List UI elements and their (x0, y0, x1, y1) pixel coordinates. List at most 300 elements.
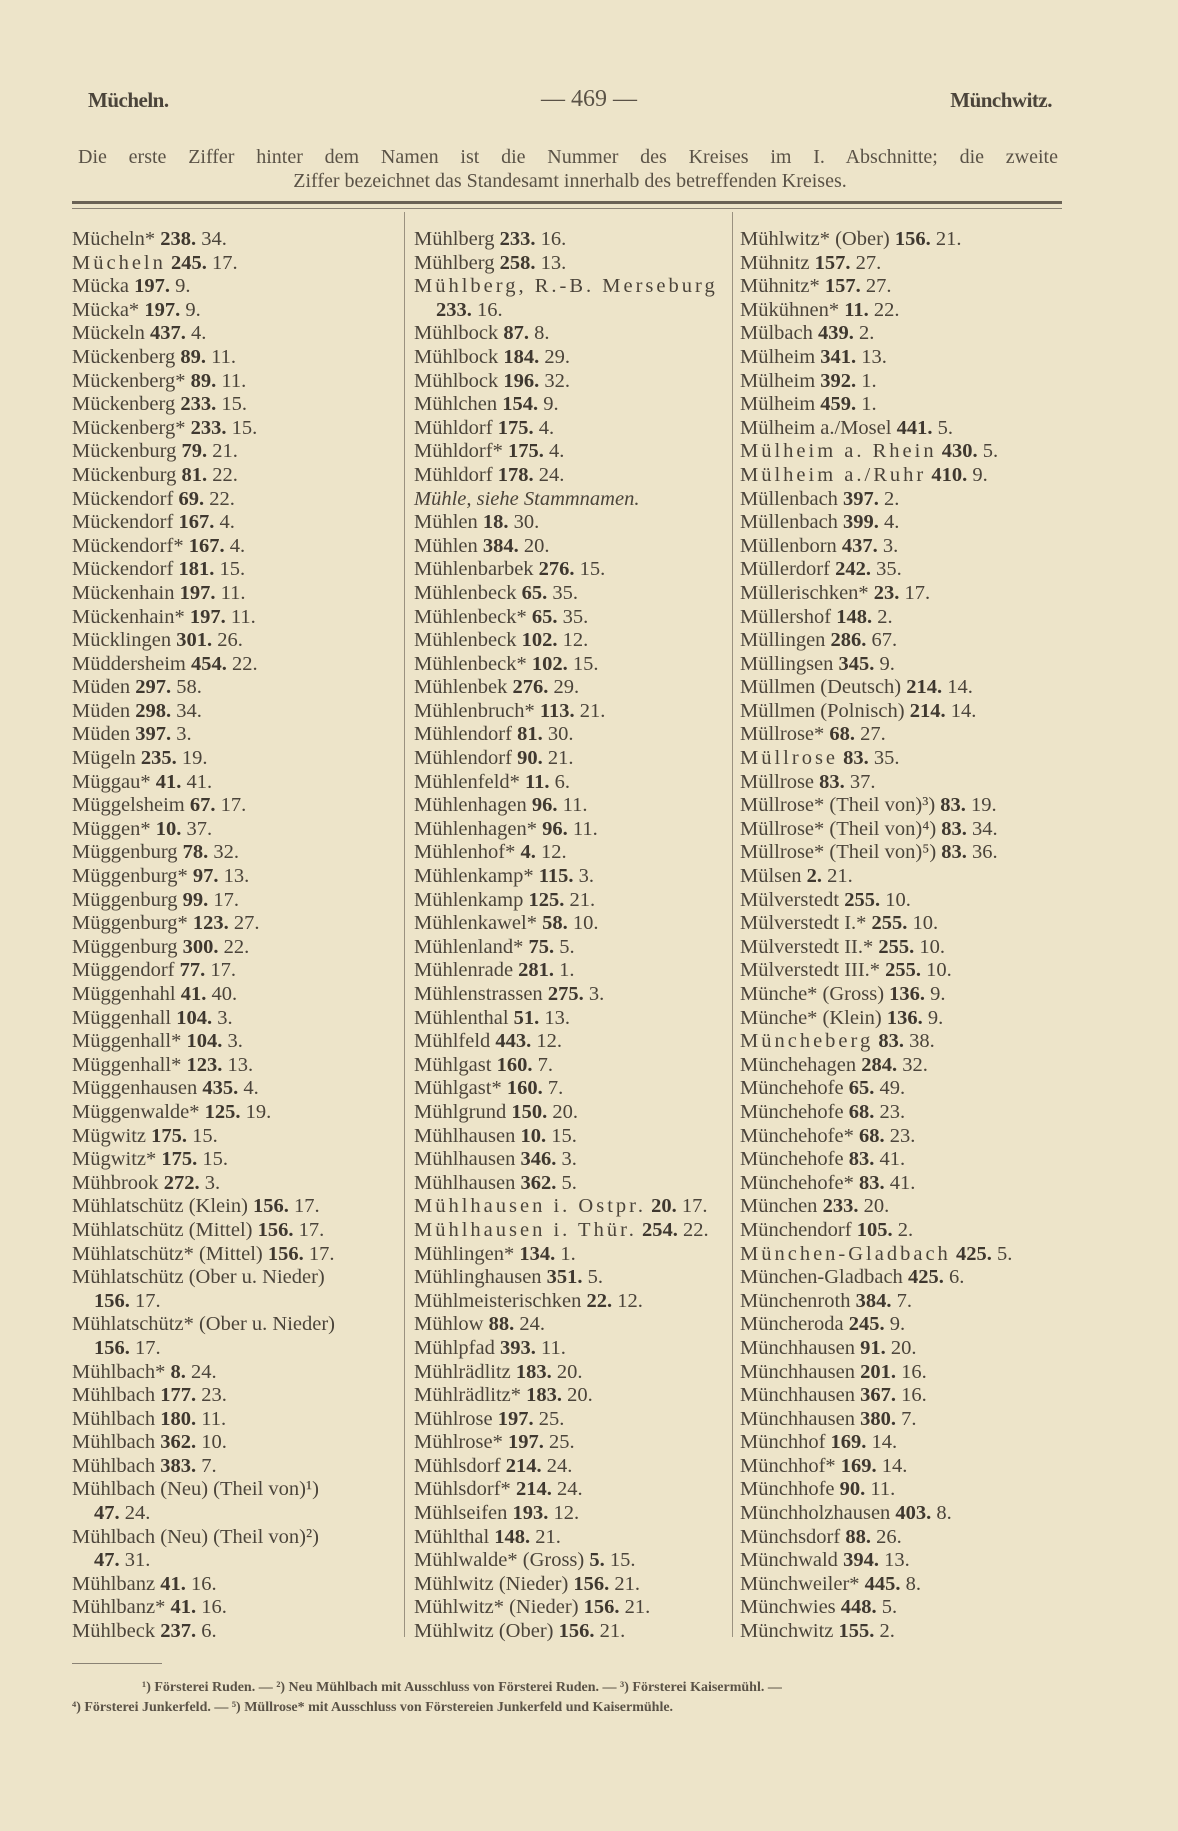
index-entry (72, 983, 392, 1007)
index-entry (414, 1361, 724, 1385)
district-number: 148. (494, 1525, 531, 1548)
index-entry (72, 676, 392, 700)
district-number: 167. (188, 534, 225, 557)
district-number: 346. (520, 1148, 557, 1171)
district-number: 97. (192, 865, 219, 888)
place-name: Münchehagen (740, 1053, 857, 1076)
index-entry (740, 841, 1070, 865)
place-name: Münchhausen (740, 1384, 856, 1407)
place-name: Mühlwitz (Ober) (414, 1620, 554, 1643)
place-name: Müddersheim (72, 652, 186, 675)
place-name: Mühnitz* (740, 275, 820, 298)
index-entry (72, 464, 392, 488)
registry-number: 21. (579, 699, 606, 722)
district-number: 301. (176, 629, 213, 652)
district-number: 410. (931, 463, 968, 486)
district-number: 383. (160, 1454, 197, 1477)
district-number: 183. (526, 1384, 563, 1407)
registry-number: 3. (578, 865, 594, 888)
registry-number: 17. (308, 1242, 335, 1265)
place-name: Münche* (Klein) (740, 1006, 882, 1029)
place-name: Mülheim (740, 393, 816, 416)
district-number: 102. (521, 629, 558, 652)
registry-number: 20. (556, 1360, 583, 1383)
registry-number: 13. (540, 251, 567, 274)
place-name: Mülheim a./Ruhr (740, 463, 927, 486)
district-number: 214. (505, 1454, 542, 1477)
place-name: Mühlbeck (72, 1620, 156, 1643)
intro-line-1: Die erste Ziffer hinter dem Namen ist die Nummer des Kreises im I. Abschnitte; die zweite (78, 146, 1058, 168)
district-number: 136. (886, 1006, 923, 1029)
place-name: Müggau* (72, 770, 151, 793)
place-name: Mühlbanz* (72, 1596, 166, 1619)
index-entry (72, 275, 392, 299)
registry-number: 12. (617, 1289, 643, 1312)
registry-number: 41. (879, 1148, 906, 1171)
district-number: 81. (517, 723, 543, 746)
district-number: 83. (843, 747, 869, 770)
place-name: Mühlhausen (414, 1124, 516, 1147)
place-name: Mühlendorf (414, 723, 512, 746)
registry-number: 1. (560, 1242, 576, 1265)
registry-number: 9. (879, 652, 895, 675)
registry-number: 17. (210, 959, 236, 982)
index-entry (72, 959, 392, 983)
index-entry (414, 275, 724, 322)
registry-number: 13. (223, 865, 250, 888)
index-entry (414, 346, 724, 370)
registry-number: 5. (982, 440, 999, 463)
place-name: Münchehofe (740, 1148, 844, 1171)
registry-number: 16. (901, 1360, 927, 1383)
registry-number: 7. (547, 1077, 564, 1100)
registry-number: 11. (572, 817, 598, 840)
place-name: Mühlgast* (414, 1077, 502, 1100)
registry-number: 16. (901, 1384, 927, 1407)
index-entry (740, 1549, 1070, 1573)
registry-number: 17. (298, 1218, 325, 1241)
registry-number: 11. (540, 1336, 566, 1359)
index-entry (72, 818, 392, 842)
index-entry (414, 700, 724, 724)
registry-number: 2. (859, 322, 875, 345)
place-name: Müggenburg* (72, 912, 188, 935)
place-name: Mühldorf* (414, 440, 503, 463)
district-number: 345. (838, 652, 875, 675)
index-entry (740, 1384, 1070, 1408)
district-number: 10. (155, 817, 182, 840)
place-name: Münchhausen (740, 1336, 856, 1359)
registry-number: 9. (927, 1006, 944, 1029)
index-entry (414, 1243, 724, 1267)
district-number: 392. (820, 369, 857, 392)
registry-number: 31. (124, 1549, 151, 1572)
registry-number: 4. (548, 440, 565, 463)
registry-number: 5. (881, 1596, 898, 1619)
place-name: Müggenhausen (72, 1077, 198, 1100)
registry-number: 21. (624, 1596, 651, 1619)
district-number: 156. (253, 1195, 289, 1218)
district-number: 75. (528, 935, 555, 958)
index-entry (740, 440, 1070, 464)
district-number: 214. (906, 676, 943, 699)
district-number: 156. (558, 1620, 595, 1643)
place-name: Mückenberg* (72, 369, 186, 392)
district-number: 180. (160, 1407, 197, 1430)
registry-number: 1. (559, 959, 575, 982)
district-number: 341. (820, 345, 857, 368)
place-name: Mühlbock (414, 322, 499, 345)
registry-number: 12. (553, 1502, 580, 1525)
footnote-rule (72, 1663, 162, 1664)
district-number: 67. (189, 794, 216, 817)
index-entry (72, 1125, 392, 1149)
place-name: Mühlenhagen (414, 794, 527, 817)
index-column-3 (740, 228, 1070, 1644)
district-number: 255. (885, 959, 922, 982)
district-number: 425. (955, 1242, 992, 1265)
registry-number: 19. (971, 794, 997, 817)
district-number: 214. (515, 1478, 552, 1501)
district-number: 157. (814, 251, 851, 274)
registry-number: 34. (201, 228, 227, 250)
place-name: Müllrose* (Theil von)³) (740, 794, 936, 817)
district-number: 65. (521, 581, 548, 604)
district-number: 104. (176, 1006, 213, 1029)
header-rule-thin (72, 208, 1062, 209)
index-entry (72, 488, 392, 512)
index-entry (414, 252, 724, 276)
index-entry (414, 582, 724, 606)
index-entry (740, 700, 1070, 724)
district-number: 99. (182, 888, 209, 911)
district-number: 214. (909, 699, 946, 722)
place-name: Mühlrose* (414, 1431, 503, 1454)
place-name: Müggenburg (72, 935, 178, 958)
registry-number: 32. (544, 369, 571, 392)
district-number: 175. (151, 1124, 188, 1147)
registry-number: 10. (572, 912, 599, 935)
district-number: 201. (860, 1360, 897, 1383)
district-number: 439. (818, 322, 854, 345)
index-entry (72, 865, 392, 889)
district-number: 88. (845, 1525, 871, 1548)
index-entry (414, 936, 724, 960)
place-name: Mückenburg (72, 440, 177, 463)
place-name: Müllenbach (740, 511, 838, 534)
registry-number: 21. (212, 440, 238, 463)
registry-number: 15. (192, 1124, 218, 1147)
place-name: Münchwald (740, 1549, 838, 1572)
index-entry (414, 322, 724, 346)
district-number: 276. (512, 676, 549, 699)
place-name: Mülheim a./Mosel (740, 416, 892, 439)
district-number: 83. (858, 1171, 885, 1194)
registry-number: 22. (683, 1218, 709, 1241)
place-name: Müggenburg* (72, 865, 188, 888)
place-name: Mühlenkawel* (414, 912, 537, 935)
place-name: Mühlendorf (414, 747, 512, 770)
registry-number: 21. (535, 1525, 561, 1548)
index-entry (740, 1148, 1070, 1172)
registry-number: 3. (588, 983, 605, 1005)
district-number: 397. (135, 723, 172, 746)
registry-number: 17. (135, 1336, 161, 1359)
district-number: 351. (546, 1266, 583, 1289)
index-entry (414, 1620, 724, 1644)
place-name: Münchholzhausen (740, 1502, 891, 1525)
registry-number: 24. (538, 463, 565, 486)
registry-number: 17. (212, 251, 238, 274)
index-entry (72, 417, 392, 441)
district-number: 441. (896, 416, 933, 439)
index-entry (72, 535, 392, 559)
district-number: 430. (941, 440, 978, 463)
place-name: Münche* (Gross) (740, 983, 885, 1005)
index-entry (740, 983, 1070, 1007)
district-number: 18. (482, 511, 509, 534)
district-number: 245. (848, 1313, 885, 1336)
index-entry (414, 1502, 724, 1526)
place-name: Mühlbach (72, 1454, 156, 1477)
registry-number: 6. (554, 770, 571, 793)
index-entry (740, 1030, 1070, 1054)
registry-number: 10. (919, 935, 945, 958)
place-name: Müden (72, 676, 131, 699)
district-number: 233. (499, 228, 536, 250)
district-number: 113. (539, 699, 575, 722)
district-number: 156. (583, 1596, 620, 1619)
place-name: Münchehofe* (740, 1124, 854, 1147)
index-entry (414, 606, 724, 630)
index-entry (740, 393, 1070, 417)
place-name: Mühlbach (72, 1407, 156, 1430)
district-number: 77. (179, 959, 206, 982)
index-entry (72, 393, 392, 417)
registry-number: 23. (201, 1384, 227, 1407)
place-name: Mühlpfad (414, 1336, 495, 1359)
place-name: Mülverstedt II.* (740, 935, 874, 958)
place-name: Mühlgrund (414, 1100, 507, 1123)
place-name: Müden (72, 723, 131, 746)
index-entry (72, 1526, 392, 1573)
place-name: Mühlen (414, 534, 478, 557)
place-name: Mühlatschütz (Klein) (72, 1195, 248, 1218)
place-name: Müllrose* (Theil von)⁵) (740, 841, 937, 864)
district-number: 83. (940, 794, 966, 817)
index-entry (72, 771, 392, 795)
place-name: Münchhofe (740, 1478, 835, 1501)
place-name: Münchsdorf (740, 1525, 841, 1548)
district-number: 425. (907, 1266, 944, 1289)
index-entry (740, 322, 1070, 346)
registry-number: 15. (572, 652, 599, 675)
registry-number: 22. (212, 463, 238, 486)
place-name: Mühlmeisterischken (414, 1289, 582, 1312)
place-name: Mückendorf (72, 558, 174, 581)
registry-number: 16. (477, 298, 503, 321)
district-number: 437. (841, 534, 878, 557)
place-name: Mühlenland* (414, 935, 524, 958)
district-number: 41. (160, 1572, 186, 1595)
registry-number: 24. (556, 1478, 583, 1501)
place-name: Mühlingen* (414, 1242, 515, 1265)
place-name: Müllingen (740, 629, 826, 652)
index-entry (72, 1266, 392, 1313)
place-name: Mühlhausen i. Thür. (414, 1218, 637, 1241)
index-entry (740, 1125, 1070, 1149)
district-number: 255. (878, 935, 915, 958)
district-number: 58. (542, 912, 568, 935)
index-entry (414, 535, 724, 559)
district-number: 68. (829, 723, 856, 746)
index-entry (414, 1478, 724, 1502)
place-name: Mücklingen (72, 629, 172, 652)
index-entry (72, 841, 392, 865)
index-entry (740, 818, 1070, 842)
registry-number: 4. (243, 1077, 259, 1100)
registry-number: 15. (231, 416, 258, 439)
index-entry (72, 228, 392, 252)
column-divider (732, 212, 733, 1637)
index-column-2 (414, 228, 724, 1644)
place-name: Münchehofe (740, 1100, 844, 1123)
place-name: Mühlatschütz (Ober u. Nieder) (72, 1266, 325, 1289)
index-entry (414, 228, 724, 252)
place-name: Mühlfeld (414, 1030, 491, 1053)
district-number: 281. (518, 959, 555, 982)
place-name: Mühlchen (414, 393, 498, 416)
district-number: 8. (170, 1360, 186, 1383)
district-number: 90. (839, 1478, 866, 1501)
registry-number: 3. (204, 1171, 221, 1194)
registry-number: 22. (223, 935, 250, 958)
index-entry (414, 1172, 724, 1196)
index-entry (740, 771, 1070, 795)
place-name: Müllrose (740, 747, 839, 770)
place-name: Münchenroth (740, 1289, 851, 1312)
index-entry (72, 252, 392, 276)
district-number: 242. (835, 558, 871, 581)
registry-number: 29. (553, 676, 580, 699)
registry-number: 21. (547, 747, 574, 770)
registry-number: 12. (562, 629, 589, 652)
district-number: 384. (855, 1289, 892, 1312)
registry-number: 3. (561, 1148, 577, 1171)
place-name: Müggelsheim (72, 794, 185, 817)
district-number: 156. (94, 1289, 130, 1312)
registry-number: 1. (861, 369, 877, 392)
district-number: 156. (267, 1242, 304, 1265)
district-number: 454. (191, 652, 227, 675)
place-name: Müggenburg (72, 841, 178, 864)
registry-number: 15. (221, 393, 247, 416)
index-entry (414, 653, 724, 677)
index-entry (72, 370, 392, 394)
registry-number: 26. (217, 629, 243, 652)
index-entry (740, 1337, 1070, 1361)
district-number: 10. (520, 1124, 547, 1147)
place-name: Münchehofe* (740, 1171, 854, 1194)
index-entry (72, 700, 392, 724)
registry-number: 58. (176, 676, 202, 699)
place-name: Mühlenbeck* (414, 605, 527, 628)
place-name: Mühlhausen (414, 1171, 516, 1194)
registry-number: 3. (227, 1030, 243, 1053)
registry-number: 2. (884, 487, 900, 510)
index-entry (414, 1195, 724, 1219)
registry-number: 11. (230, 605, 256, 628)
district-number: 175. (161, 1148, 198, 1171)
place-name: Mühlenbek (414, 676, 508, 699)
place-name: Müllenborn (740, 534, 837, 557)
place-name: Mügwitz (72, 1124, 147, 1147)
place-name: Müncheberg (740, 1030, 874, 1053)
district-number: 89. (190, 369, 217, 392)
registry-number: 22. (232, 652, 258, 675)
place-name: Mühlhausen (414, 1148, 516, 1171)
place-name: Müllmen (Polnisch) (740, 699, 905, 722)
registry-number: 32. (902, 1053, 928, 1076)
place-name: Mühlbock (414, 345, 499, 368)
index-entry (740, 1290, 1070, 1314)
district-number: 79. (181, 440, 208, 463)
registry-number: 22. (209, 487, 235, 510)
district-number: 11. (525, 770, 550, 793)
index-entry (72, 1478, 392, 1525)
registry-number: 13. (861, 345, 887, 368)
index-entry (414, 1148, 724, 1172)
registry-number: 12. (540, 841, 567, 864)
district-number: 4. (520, 841, 536, 864)
place-name: Mühlhausen i. Ostpr. (414, 1195, 646, 1218)
index-entry (414, 1219, 724, 1243)
district-number: 2. (806, 865, 822, 888)
index-entry (72, 1148, 392, 1172)
district-number: 104. (186, 1030, 223, 1053)
place-name: Mühlenbeck (414, 581, 517, 604)
district-number: 197. (134, 275, 170, 298)
place-name: Mülbach (740, 322, 813, 345)
registry-number: 7. (896, 1289, 912, 1312)
district-number: 298. (135, 699, 172, 722)
place-name: Mühlwitz* (Ober) (740, 228, 890, 250)
index-entry (414, 1125, 724, 1149)
registry-number: 5. (996, 1242, 1013, 1265)
place-name: Müggenwalde* (72, 1100, 200, 1123)
index-entry (740, 228, 1070, 252)
place-name: Mühlrädlitz* (414, 1384, 522, 1407)
index-entry (414, 1313, 724, 1337)
district-number: 235. (140, 747, 177, 770)
place-name: Mülverstedt I.* (740, 912, 867, 935)
district-number: 297. (135, 676, 172, 699)
registry-number: 10. (885, 888, 911, 911)
registry-number: 35. (562, 605, 589, 628)
index-entry (740, 558, 1070, 582)
registry-number: 11. (220, 581, 246, 604)
index-entry (72, 653, 392, 677)
place-name: Münchehofe (740, 1077, 844, 1100)
registry-number: 21. (827, 865, 853, 888)
index-entry (414, 1266, 724, 1290)
district-number: 88. (488, 1313, 515, 1336)
index-entry (72, 582, 392, 606)
index-entry (414, 1549, 724, 1573)
index-entry (740, 252, 1070, 276)
place-name: Mücka (72, 275, 129, 298)
place-name: Mückenhain* (72, 605, 185, 628)
